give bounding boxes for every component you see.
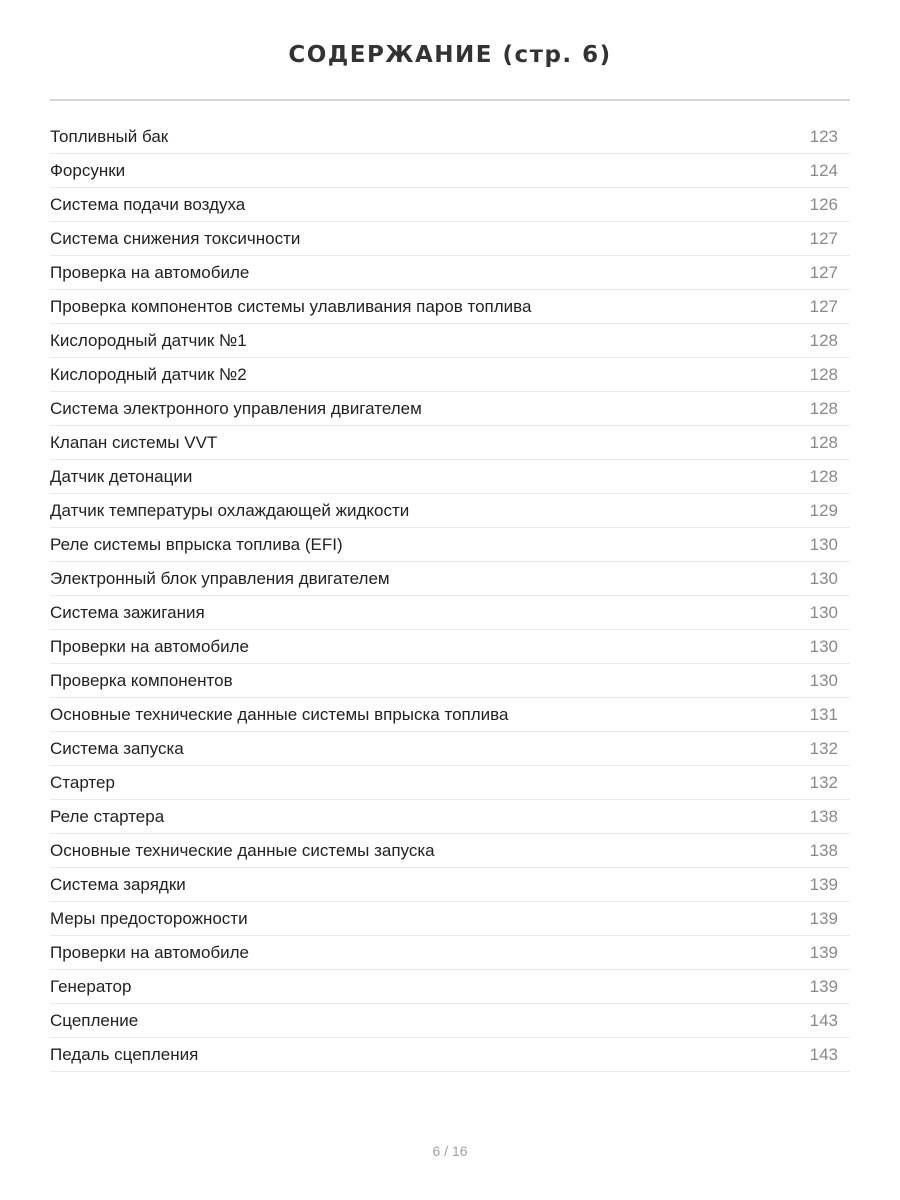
toc-entry[interactable] <box>50 1038 850 1072</box>
toc-entry-page-number: 138 <box>809 807 838 826</box>
toc-entry-title: Система снижения токсичности <box>50 229 301 248</box>
toc-entry[interactable] <box>50 800 850 834</box>
toc-entry-page-number: 143 <box>809 1011 838 1030</box>
toc-entry[interactable] <box>50 868 850 902</box>
toc-entry-title: Проверка компонентов <box>50 671 233 690</box>
toc-entry[interactable] <box>50 664 850 698</box>
table-of-contents <box>50 120 850 1072</box>
toc-entry-page-number: 127 <box>809 297 838 316</box>
toc-entry-page-number: 132 <box>809 739 838 758</box>
toc-entry-title: Реле системы впрыска топлива (EFI) <box>50 535 343 554</box>
toc-entry[interactable] <box>50 902 850 936</box>
toc-entry-title: Датчик детонации <box>50 467 193 486</box>
toc-entry-title: Система зарядки <box>50 875 186 894</box>
toc-entry-title: Топливный бак <box>50 127 169 146</box>
toc-entry-page-number: 130 <box>809 535 838 554</box>
toc-entry-title: Проверка на автомобиле <box>50 263 250 282</box>
toc-entry-title: Основные технические данные системы впрыска топлива <box>50 705 509 724</box>
toc-entry-page-number: 143 <box>809 1045 838 1064</box>
toc-entry[interactable] <box>50 630 850 664</box>
toc-entry[interactable] <box>50 494 850 528</box>
toc-entry-page-number: 128 <box>809 399 838 418</box>
toc-entry-title: Меры предосторожности <box>50 909 248 928</box>
toc-entry-title: Клапан системы VVT <box>50 433 218 452</box>
toc-entry[interactable] <box>50 460 850 494</box>
toc-entry-title: Система подачи воздуха <box>50 195 246 214</box>
toc-entry-title: Датчик температуры охлаждающей жидкости <box>50 501 410 520</box>
toc-entry[interactable] <box>50 324 850 358</box>
toc-entry[interactable] <box>50 596 850 630</box>
toc-entry-page-number: 128 <box>809 467 838 486</box>
toc-entry[interactable] <box>50 834 850 868</box>
toc-entry-page-number: 129 <box>809 501 838 520</box>
toc-entry-page-number: 128 <box>809 331 838 350</box>
toc-entry-title: Проверка компонентов системы улавливания паров топлива <box>50 297 532 316</box>
toc-entry-page-number: 139 <box>809 943 838 962</box>
toc-entry-title: Основные технические данные системы запуска <box>50 841 435 860</box>
toc-entry-page-number: 130 <box>809 569 838 588</box>
toc-entry[interactable] <box>50 1004 850 1038</box>
toc-entry[interactable] <box>50 528 850 562</box>
toc-entry-title: Генератор <box>50 977 132 996</box>
toc-entry[interactable] <box>50 290 850 324</box>
toc-entry-page-number: 139 <box>809 977 838 996</box>
toc-entry-page-number: 127 <box>809 229 838 248</box>
toc-entry-title: Реле стартера <box>50 807 165 826</box>
title-divider <box>50 99 850 101</box>
toc-entry-page-number: 127 <box>809 263 838 282</box>
toc-entry-page-number: 128 <box>809 433 838 452</box>
toc-entry-page-number: 124 <box>809 161 838 180</box>
toc-entry[interactable] <box>50 766 850 800</box>
toc-entry[interactable] <box>50 256 850 290</box>
toc-entry-title: Система зажигания <box>50 603 205 622</box>
toc-entry[interactable] <box>50 426 850 460</box>
toc-entry-title: Кислородный датчик №1 <box>50 331 247 350</box>
toc-entry[interactable] <box>50 936 850 970</box>
toc-entry-page-number: 128 <box>809 365 838 384</box>
toc-entry-page-number: 132 <box>809 773 838 792</box>
toc-entry-page-number: 130 <box>809 637 838 656</box>
toc-entry-page-number: 130 <box>809 671 838 690</box>
toc-entry[interactable] <box>50 562 850 596</box>
toc-entry-title: Система запуска <box>50 739 184 758</box>
toc-entry[interactable] <box>50 392 850 426</box>
toc-entry-page-number: 123 <box>809 127 838 146</box>
toc-entry-page-number: 131 <box>809 705 838 724</box>
toc-entry[interactable] <box>50 970 850 1004</box>
toc-entry[interactable] <box>50 120 850 154</box>
toc-entry-title: Проверки на автомобиле <box>50 943 250 962</box>
page-title: СОДЕРЖАНИЕ (стр. 6) <box>288 42 612 68</box>
toc-entry-page-number: 130 <box>809 603 838 622</box>
toc-entry[interactable] <box>50 698 850 732</box>
toc-entry-title: Педаль сцепления <box>50 1045 199 1064</box>
toc-entry[interactable] <box>50 154 850 188</box>
toc-entry-page-number: 139 <box>809 909 838 928</box>
toc-entry-page-number: 126 <box>809 195 838 214</box>
toc-entry-title: Электронный блок управления двигателем <box>50 569 390 588</box>
toc-entry[interactable] <box>50 222 850 256</box>
toc-entry-title: Система электронного управления двигателем <box>50 399 422 418</box>
toc-entry[interactable] <box>50 358 850 392</box>
toc-entry-title: Сцепление <box>50 1011 139 1030</box>
toc-entry-title: Форсунки <box>50 161 126 180</box>
toc-entry[interactable] <box>50 732 850 766</box>
toc-entry-page-number: 138 <box>809 841 838 860</box>
toc-entry[interactable] <box>50 188 850 222</box>
toc-entry-page-number: 139 <box>809 875 838 894</box>
toc-entry-title: Стартер <box>50 773 115 792</box>
page-number-footer: 6 / 16 <box>432 1143 468 1159</box>
toc-entry-title: Проверки на автомобиле <box>50 637 250 656</box>
toc-entry-title: Кислородный датчик №2 <box>50 365 247 384</box>
